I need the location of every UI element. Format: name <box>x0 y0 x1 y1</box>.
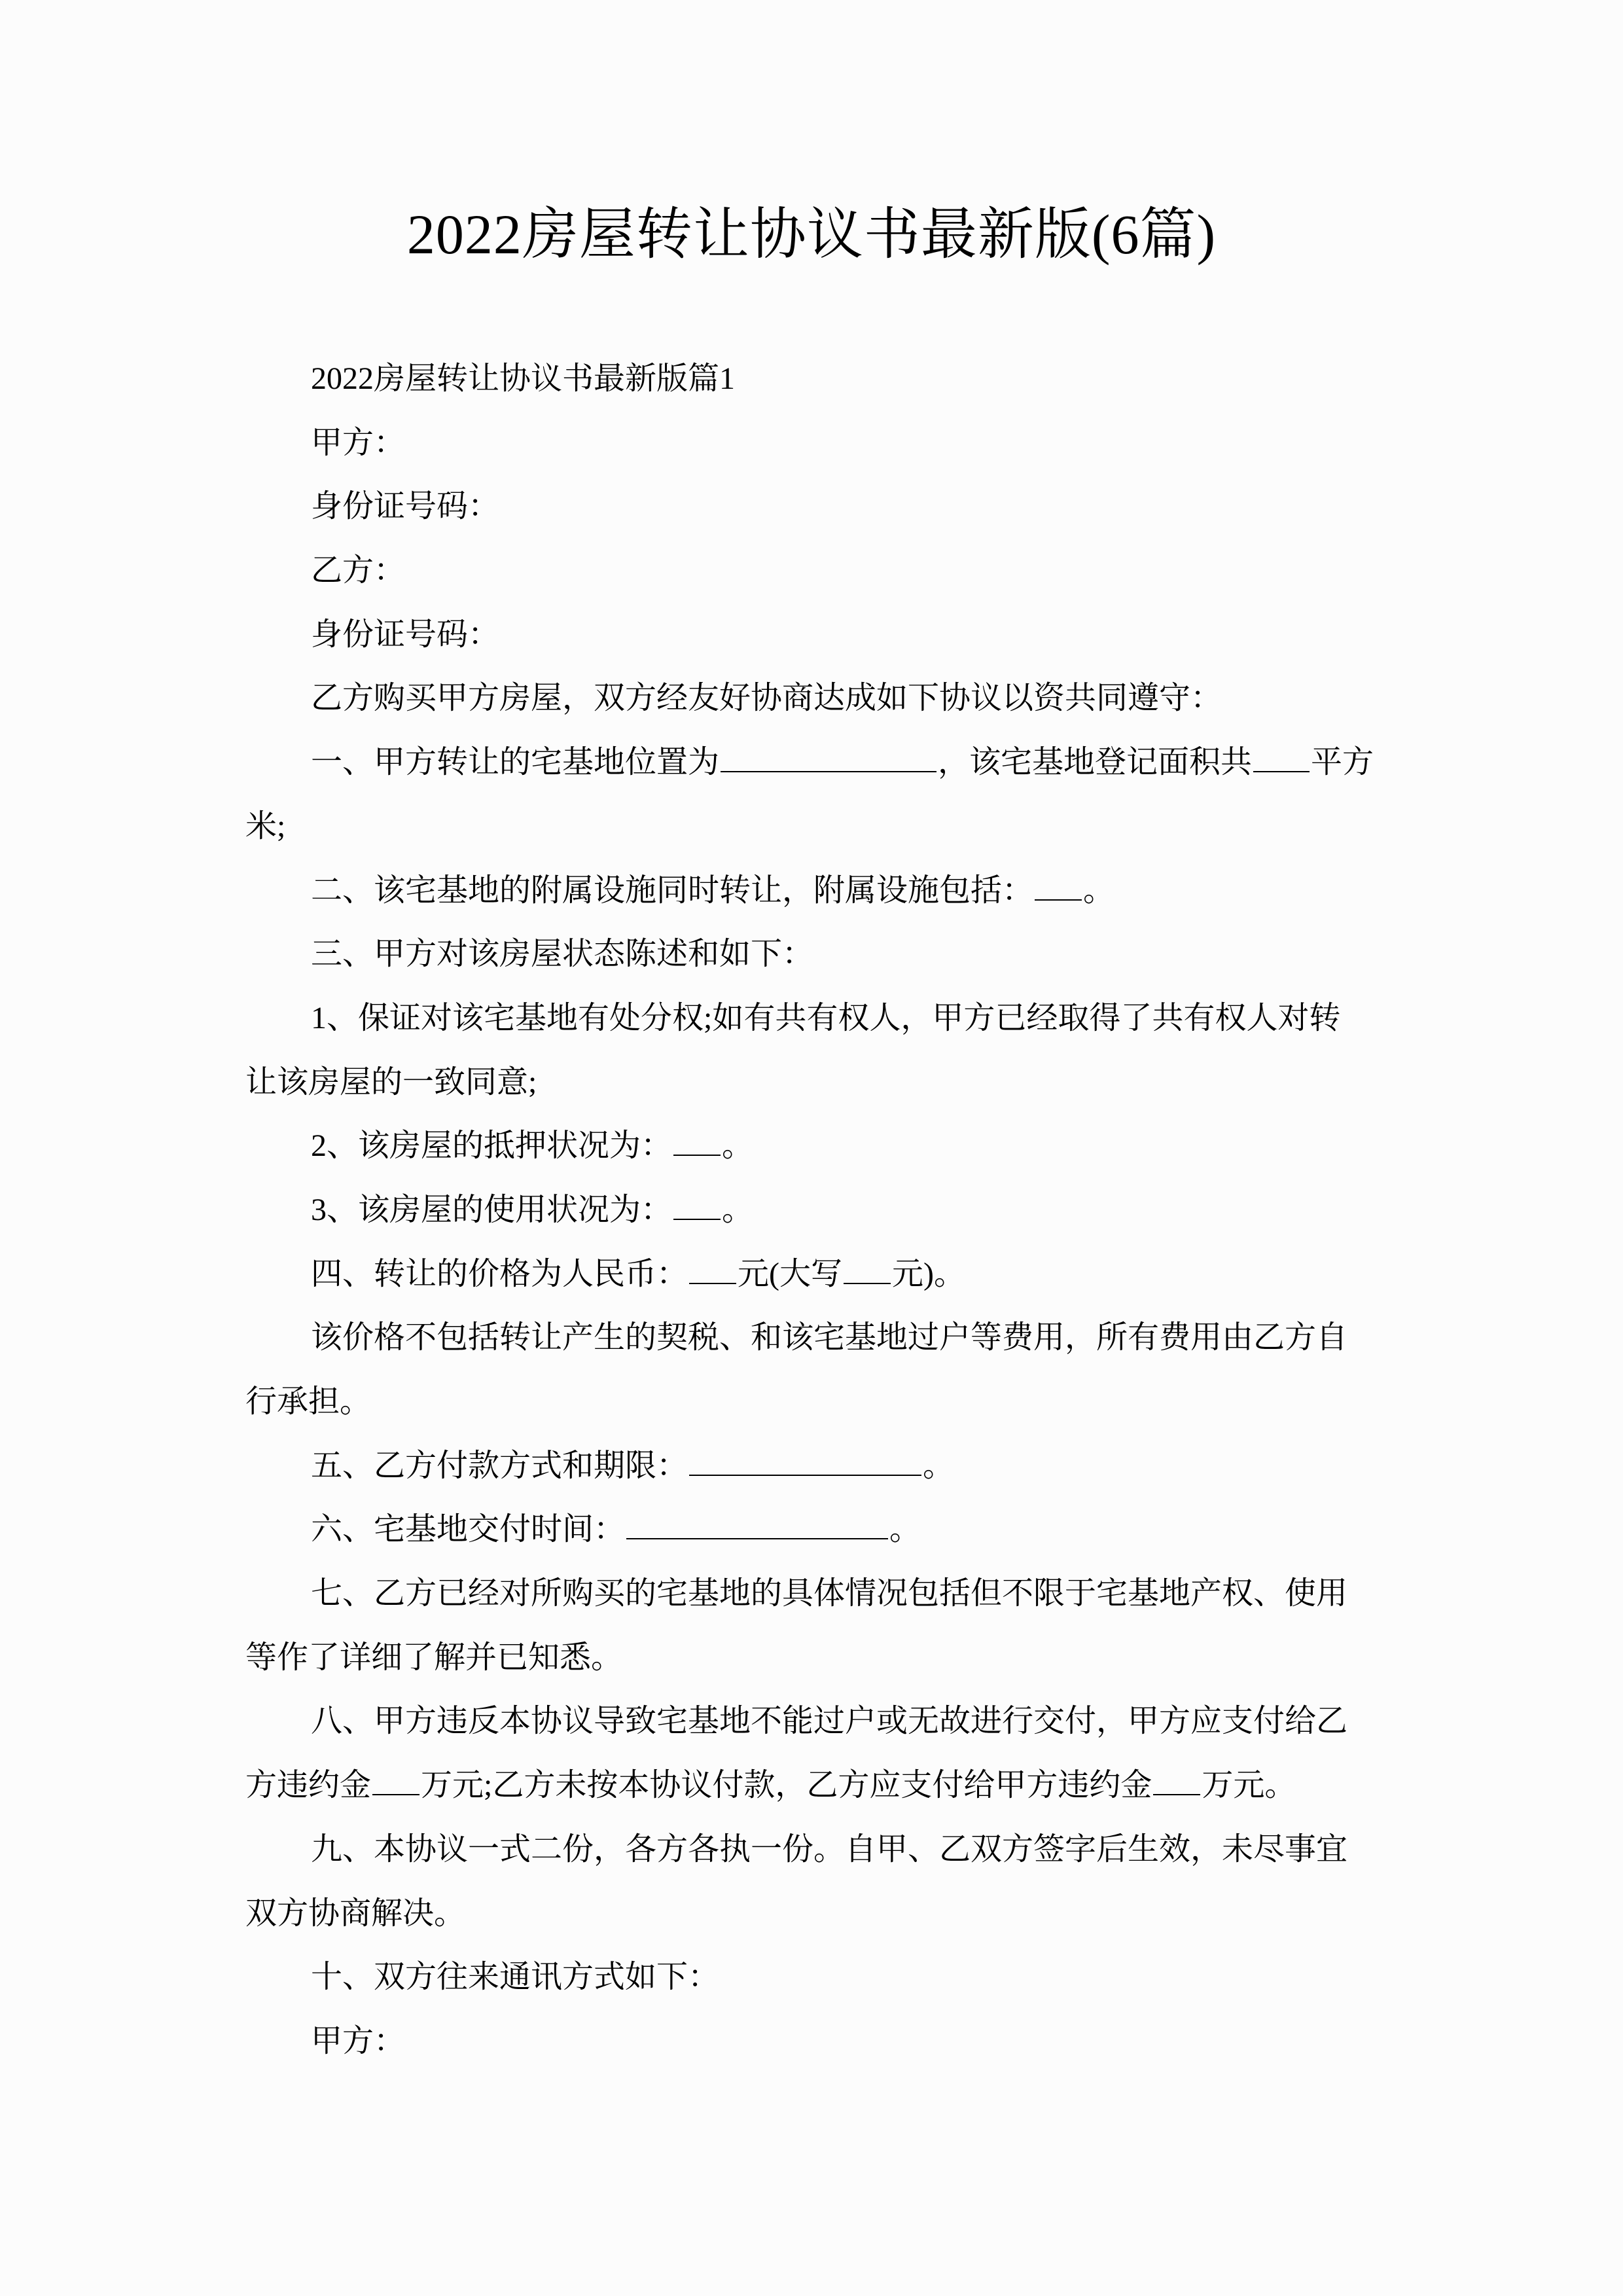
payment-terms-blank[interactable] <box>689 1448 921 1476</box>
clause-1 <box>245 730 1376 795</box>
usage-status-blank[interactable] <box>673 1193 721 1220</box>
price-in-words-blank[interactable] <box>844 1257 891 1284</box>
clause-4-note: 该价格不包括转让产生的契税、和该宅基地过户等费用，所有费用由乙方自 <box>311 1320 1348 1355</box>
clause-3-1: 1、保证对该宅基地有处分权;如有共有权人，甲方已经取得了共有权人对转 <box>311 1000 1341 1035</box>
clause-1-text-c: 平方 <box>1311 745 1374 780</box>
party-b-penalty-blank[interactable] <box>1153 1768 1200 1795</box>
delivery-time-blank[interactable] <box>626 1512 888 1539</box>
clause-1-text-b: ，该宅基地登记面积共 <box>938 745 1253 780</box>
clause-6 <box>245 1498 1376 1562</box>
document-title: 2022房屋转让协议书最新版(6篇) <box>406 203 1217 266</box>
clause-1-cont: 米; <box>245 808 286 844</box>
clause-3-2 <box>245 1114 1376 1178</box>
preamble: 乙方购买甲方房屋，双方经友好协商达成如下协议以资共同遵守： <box>311 681 1222 716</box>
section-heading: 2022房屋转让协议书最新版篇1 <box>311 361 736 396</box>
clause-8-text-b: 方违约金 <box>245 1768 372 1803</box>
clause-6-text: 六、宅基地交付时间： <box>311 1512 626 1547</box>
clause-8-cont <box>245 1753 1376 1818</box>
clause-2-end: 。 <box>1083 872 1115 908</box>
clause-5-end: 。 <box>923 1448 955 1483</box>
clause-9: 九、本协议一式二份，各方各执一份。自甲、乙双方签字后生效，未尽事宜 <box>311 1831 1348 1867</box>
clause-4-end: 元)。 <box>892 1256 966 1291</box>
contact-party-a-label: 甲方： <box>311 2023 406 2058</box>
party-b-id-label: 身份证号码： <box>311 617 500 652</box>
clause-1-text-a: 一、甲方转让的宅基地位置为 <box>311 745 720 780</box>
clause-3: 三、甲方对该房屋状态陈述和如下： <box>311 937 814 972</box>
clause-3-1-cont: 让该房屋的一致同意; <box>245 1064 537 1100</box>
area-blank[interactable] <box>1253 745 1310 772</box>
clause-3-3 <box>245 1178 1376 1242</box>
clause-2-text: 二、该宅基地的附属设施同时转让，附属设施包括： <box>311 872 1034 908</box>
clause-4-text: 四、转让的价格为人民币： <box>311 1256 688 1291</box>
clause-3-2-end: 。 <box>722 1128 754 1164</box>
location-blank[interactable] <box>721 745 936 772</box>
clause-8-text-c: 万元;乙方未按本协议付款，乙方应支付给甲方违约金 <box>421 1768 1152 1803</box>
clause-3-3-end: 。 <box>722 1192 754 1227</box>
clause-4-text-b: 元(大写 <box>738 1256 843 1291</box>
clause-7: 七、乙方已经对所购买的宅基地的具体情况包括但不限于宅基地产权、使用 <box>311 1576 1348 1611</box>
clause-5-text: 五、乙方付款方式和期限： <box>311 1448 688 1483</box>
clause-3-3-text: 3、该房屋的使用状况为： <box>311 1192 673 1227</box>
agreement-body <box>245 347 1376 2073</box>
clause-7-cont: 等作了详细了解并已知悉。 <box>245 1640 623 1675</box>
clause-4 <box>245 1242 1376 1306</box>
clause-8: 八、甲方违反本协议导致宅基地不能过户或无故进行交付，甲方应支付给乙 <box>311 1704 1348 1739</box>
facilities-blank[interactable] <box>1035 873 1082 901</box>
party-b-label: 乙方： <box>311 553 406 588</box>
clause-5 <box>245 1434 1376 1498</box>
party-a-id-label: 身份证号码： <box>311 489 500 524</box>
party-a-label: 甲方： <box>311 425 406 460</box>
clause-8-end: 万元。 <box>1202 1768 1296 1803</box>
clause-10: 十、双方往来通讯方式如下： <box>311 1960 720 1995</box>
clause-2 <box>245 859 1376 923</box>
clause-3-2-text: 2、该房屋的抵押状况为： <box>311 1128 673 1164</box>
clause-6-end: 。 <box>889 1512 921 1547</box>
clause-4-note-cont: 行承担。 <box>245 1384 372 1419</box>
party-a-penalty-blank[interactable] <box>372 1768 419 1795</box>
price-blank[interactable] <box>689 1257 736 1284</box>
mortgage-status-blank[interactable] <box>673 1128 721 1156</box>
clause-9-cont: 双方协商解决。 <box>245 1895 466 1931</box>
